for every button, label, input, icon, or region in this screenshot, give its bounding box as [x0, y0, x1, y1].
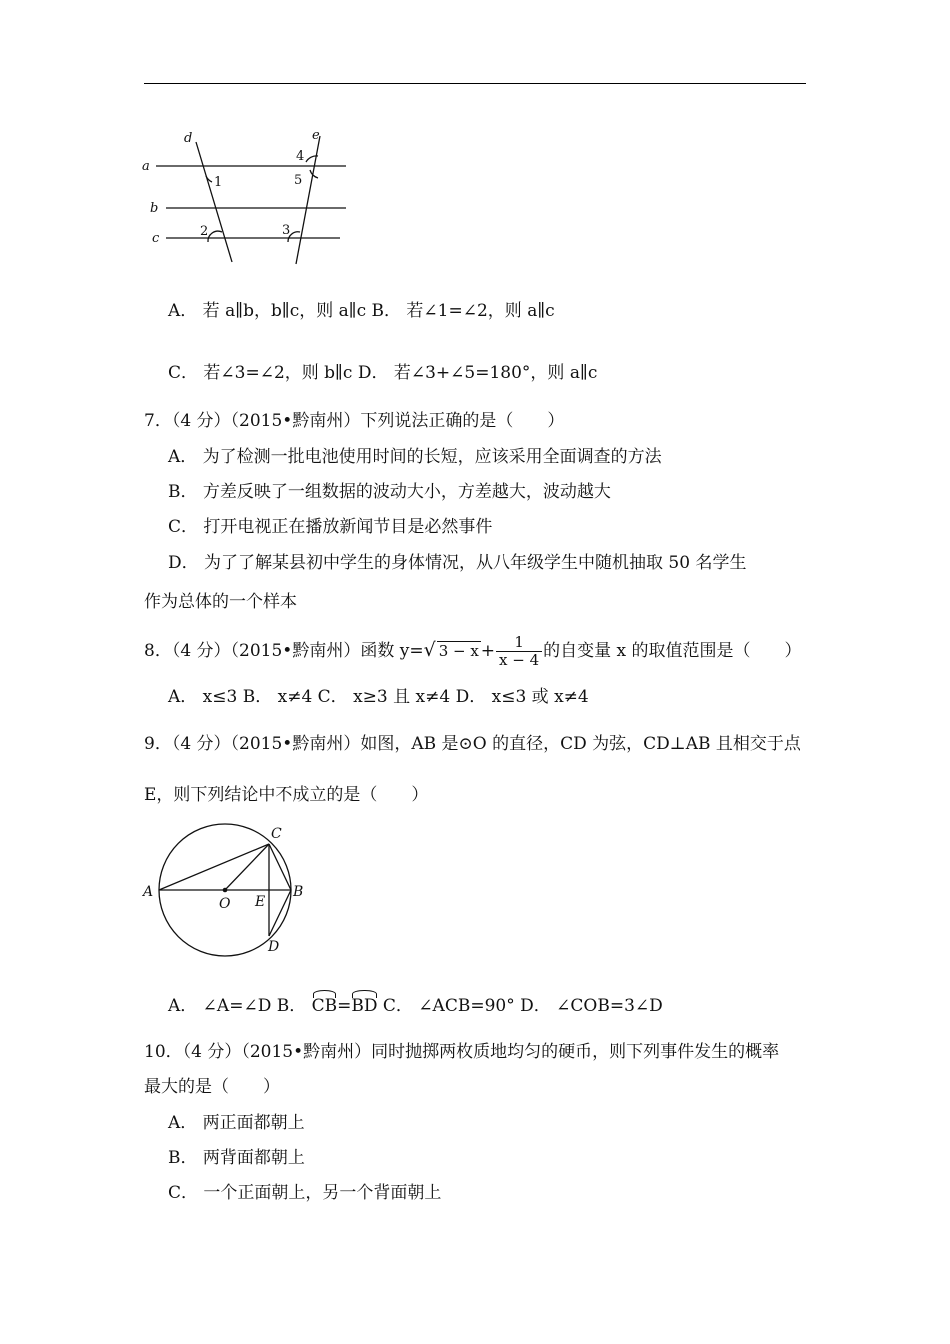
q10-option-b: B． 两背面都朝上 [168, 1148, 305, 1168]
q10-option-c: C． 一个正面朝上，另一个背面朝上 [168, 1183, 442, 1203]
q8-frac-den: x − 4 [499, 651, 540, 669]
q9-arc-bd: BD [351, 990, 377, 1018]
fig1-angle-1: 1 [214, 175, 223, 190]
fig2-label-a: A [143, 884, 154, 900]
q9-stem-line1: 9．（4 分）（2015•黔南州）如图，AB 是⊙O 的直径，CD 为弦，CD⊥AB 且相交于点 [144, 734, 801, 754]
q6-option-ab: A． 若 a∥b，b∥c，则 a∥c B． 若∠1=∠2，则 a∥c [168, 301, 555, 321]
q10-stem-line2: 最大的是（ ） [144, 1077, 280, 1097]
fig1-angle-4: 4 [296, 149, 305, 164]
fig1-label-e: e [312, 128, 320, 143]
q8-frac-num: 1 [496, 634, 542, 652]
fig2-label-d: D [268, 939, 280, 955]
q7-option-a: A． 为了检测一批电池使用时间的长短，应该采用全面调查的方法 [168, 447, 662, 467]
q7-option-d: D． 为了了解某县初中学生的身体情况，从八年级学生中随机抽取 50 名学生 [168, 553, 747, 573]
q8-fraction [496, 634, 542, 669]
fig1-angle-3: 3 [282, 223, 291, 238]
q9-options [168, 990, 663, 1018]
fig2-label-b: B [293, 884, 304, 900]
q8-options: A． x≤3 B． x≠4 C． x≥3 且 x≠4 D． x≤3 或 x≠4 [168, 687, 589, 707]
q8-stem-prefix: 8．（4 分）（2015•黔南州）函数 y= [144, 641, 424, 661]
circle-figure [138, 820, 310, 960]
q9-arc-cb: CB [312, 990, 338, 1018]
q10-option-a: A． 两正面都朝上 [168, 1113, 305, 1133]
parallel-lines-figure [140, 126, 360, 268]
q7-option-d-cont: 作为总体的一个样本 [144, 592, 297, 612]
q8-stem-suffix: 的自变量 x 的取值范围是（ ） [543, 641, 802, 661]
q7-option-c: C． 打开电视正在播放新闻节目是必然事件 [168, 517, 493, 537]
q7-stem: 7．（4 分）（2015•黔南州）下列说法正确的是（ ） [144, 411, 565, 431]
header-rule [144, 83, 806, 84]
fig2-label-e: E [255, 894, 266, 910]
q8-stem [144, 632, 802, 669]
fig2-label-c: C [271, 826, 282, 842]
fig1-angle-5: 5 [294, 173, 303, 188]
q8-plus: + [480, 641, 496, 661]
sqrt-icon: √ [423, 639, 436, 661]
q9-option-a: A． ∠A=∠D B． [168, 996, 307, 1016]
q9-equals: = [337, 996, 352, 1016]
fig1-label-d: d [184, 131, 193, 146]
fig1-label-b: b [150, 201, 159, 216]
q9-stem-line2: E，则下列结论中不成立的是（ ） [144, 785, 429, 805]
q8-sqrt-body: 3 − x [438, 642, 479, 660]
fig1-angle-2: 2 [200, 224, 209, 239]
q9-option-cd: C． ∠ACB=90° D． ∠COB=3∠D [377, 996, 663, 1016]
q10-stem-line1: 10．（4 分）（2015•黔南州）同时抛掷两枚质地均匀的硬币，则下列事件发生的概率 [144, 1042, 780, 1062]
fig1-label-c: c [152, 231, 160, 246]
fig1-label-a: a [142, 159, 150, 174]
q7-option-b: B． 方差反映了一组数据的波动大小，方差越大，波动越大 [168, 482, 611, 502]
q6-option-cd: C． 若∠3=∠2，则 b∥c D． 若∠3+∠5=180°，则 a∥c [168, 363, 598, 383]
fig2-label-o: O [219, 896, 231, 912]
